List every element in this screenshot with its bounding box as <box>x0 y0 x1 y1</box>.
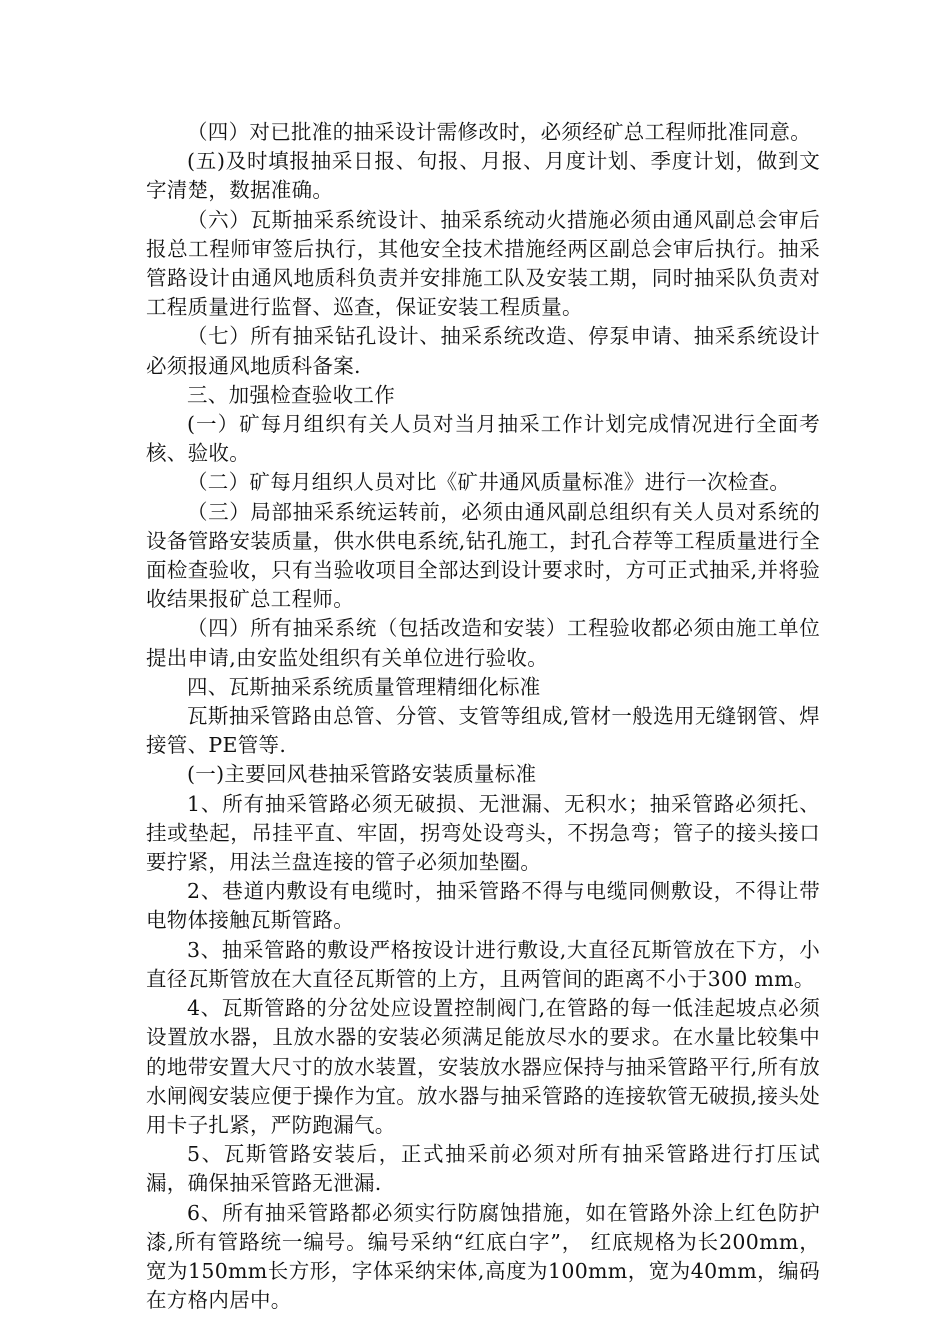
paragraph: (五)及时填报抽采日报、旬报、月报、月度计划、季度计划，做到文字清楚，数据准确。 <box>146 149 820 203</box>
paragraph: （七）所有抽采钻孔设计、抽采系统改造、停泵申请、抽采系统设计必须报通风地质科备案. <box>146 324 820 378</box>
list-item: 5、瓦斯管路安装后，正式抽采前必须对所有抽采管路进行打压试漏，确保抽采管路无泄漏. <box>146 1142 820 1196</box>
paragraph: （六）瓦斯抽采系统设计、抽采系统动火措施必须由通风副总会审后报总工程师审签后执行，其他安全技术措施经两区副总会审后执行。抽采管路设计由通风地质科负责并安排施工队及安装工期，同时抽采队负责对工程质量进行监督、巡查，保证安装工程质量。 <box>146 207 820 320</box>
list-item: 1、所有抽采管路必须无破损、无泄漏、无积水；抽采管路必须托、挂或垫起，吊挂平直、牢固，拐弯处设弯头，不拐急弯；管子的接头接口要拧紧，用法兰盘连接的管子必须加垫圈。 <box>146 791 820 875</box>
section-heading: 三、加强检查验收工作 <box>187 382 395 407</box>
paragraph: 瓦斯抽采管路由总管、分管、支管等组成,管材一般选用无缝钢管、焊接管、PE管等. <box>146 704 820 758</box>
paragraph: （二）矿每月组织人员对比《矿井通风质量标准》进行一次检查。 <box>187 470 791 495</box>
paragraph: （四）对已批准的抽采设计需修改时，必须经矿总工程师批准同意。 <box>187 120 811 144</box>
paragraph: (一）矿每月组织有关人员对当月抽采工作计划完成情况进行全面考核、验收。 <box>146 412 820 466</box>
list-item: 6、所有抽采管路都必须实行防腐蚀措施，如在管路外涂上红色防护漆,所有管路统一编号。编号采纳“红底白字”， 红底规格为长200mm，宽为150mm长方形，字体采纳宋体,高度为100mm，宽为40mm，编码在方格内居中。 <box>146 1200 820 1313</box>
list-item: 3、抽采管路的敷设严格按设计进行敷设,大直径瓦斯管放在下方，小直径瓦斯管放在大直径瓦斯管的上方，且两管间的距离不小于300 mm。 <box>146 937 820 991</box>
list-item: 4、瓦斯管路的分岔处应设置控制阀门,在管路的每一低洼起坡点必须设置放水器，且放水器的安装必须满足能放尽水的要求。在水量比较集中的地带安置大尺寸的放水装置，安装放水器应保持与抽采管路平行,所有放水闸阀安装应便于操作为宜。放水器与抽采管路的连接软管无破损,接头处用卡子扎紧，严防跑漏气。 <box>146 996 820 1137</box>
paragraph: （四）所有抽采系统（包括改造和安装）工程验收都必须由施工单位提出申请,由安监处组织有关单位进行验收。 <box>146 616 820 670</box>
subsection-heading: (一)主要回风巷抽采管路安装质量标准 <box>187 762 537 787</box>
list-item: 2、巷道内敷设有电缆时，抽采管路不得与电缆同侧敷设，不得让带电物体接触瓦斯管路。 <box>146 879 820 933</box>
section-heading: 四、瓦斯抽采系统质量管理精细化标准 <box>187 674 541 699</box>
paragraph: （三）局部抽采系统运转前，必须由通风副总组织有关人员对系统的设备管路安装质量，供水供电系统,钻孔施工，封孔合荐等工程质量进行全面检查验收，只有当验收项目全部达到设计要求时，方可正式抽采,并将验收结果报矿总工程师。 <box>146 499 820 612</box>
